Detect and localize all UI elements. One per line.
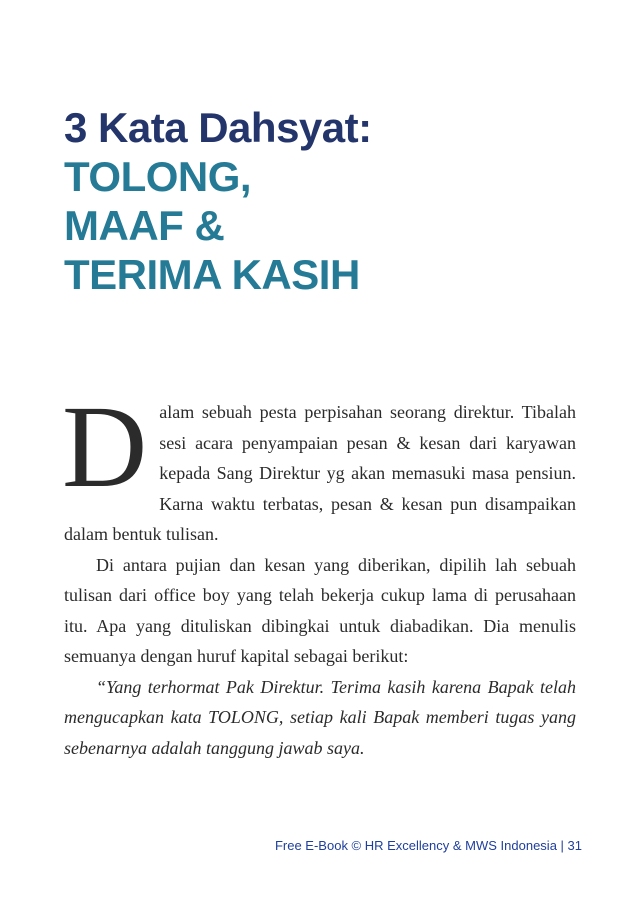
chapter-title-line-2: TOLONG,: [64, 153, 252, 200]
chapter-title-line-1: 3 Kata Dahsyat:: [64, 104, 372, 151]
paragraph-2: Di antara pujian dan kesan yang diberikan, dipilih lah sebuah tulisan dari office boy yang telah bekerja cukup lama di perusahaan itu. Apa yang dituliskan dibingkai untuk diabadikan. Dia menulis semuanya dengan huruf kapital sebagai berikut:: [64, 554, 576, 666]
chapter-title: [64, 103, 584, 299]
paragraph-1-text: alam sebuah pesta perpisahan seorang direktur. Tibalah sesi acara penyampaian pesan & kesan dari karyawan kepada Sang Direktur yg akan memasuki masa pensiun. Karna waktu terbatas, pesan & kesan pun disampaikan dalam bentuk tulisan.: [64, 402, 576, 544]
body-text: [62, 381, 576, 763]
page-footer: Free E-Book © HR Excellency & MWS Indonesia | 31: [274, 838, 582, 853]
quote-paragraph: “Yang terhormat Pak Direktur. Terima kasih karena Bapak telah mengucapkan kata TOLONG, setiap kali Bapak memberi tugas yang sebenarnya adalah tanggung jawab saya.: [64, 676, 576, 758]
drop-cap: D: [62, 381, 148, 512]
chapter-title-line-3: MAAF &: [64, 202, 225, 249]
chapter-title-line-4: TERIMA KASIH: [64, 251, 360, 298]
paragraph-1: [62, 381, 576, 550]
